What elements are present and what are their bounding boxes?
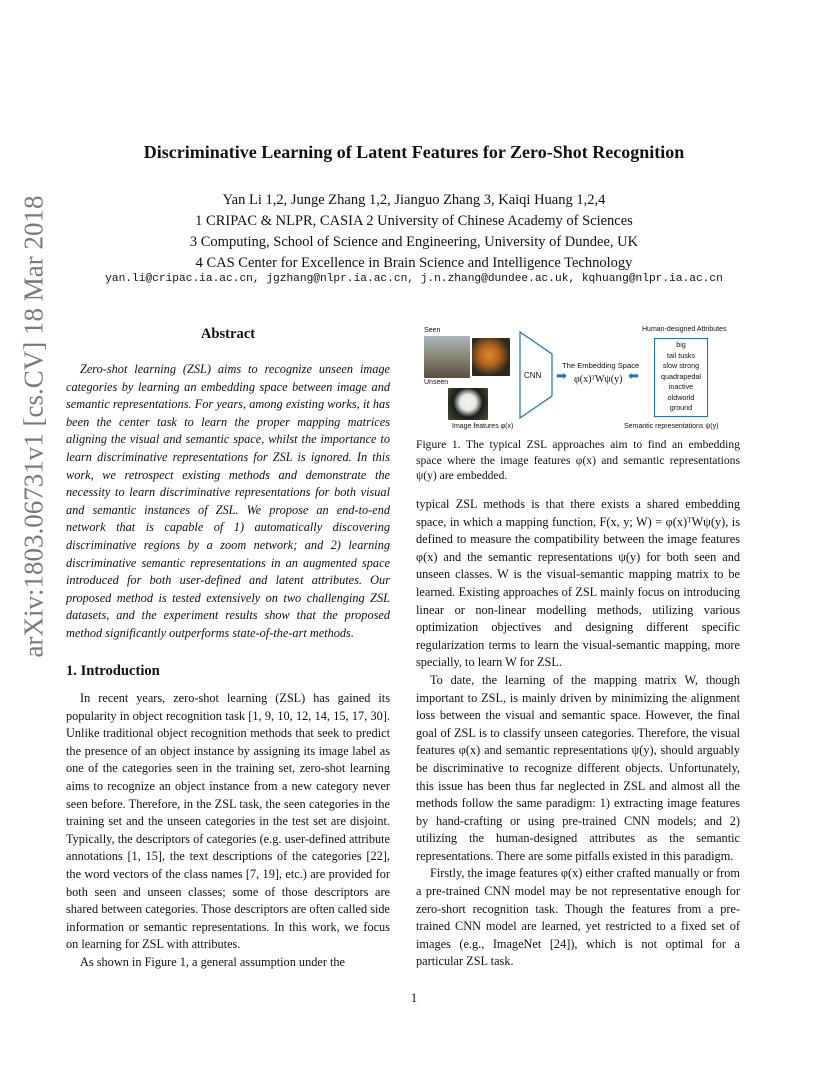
attribute-item: oldworld: [667, 392, 695, 402]
arrow-left-icon: ⬅: [628, 368, 639, 383]
embedding-title: The Embedding Space: [562, 361, 640, 370]
attributes-title: Human-designed Attributes: [642, 326, 727, 333]
figure-1-caption: Figure 1. The typical ZSL approaches aim to find an embedding space where the image features φ(x) and semantic representations ψ(y) are embedded.: [416, 438, 740, 482]
intro-paragraph-1: In recent years, zero-shot learning (ZSL) has gained its popularity in object recognition task [1, 9, 10, 12, 14, 15, 17, 30]. Unlike traditional object recognition methods that seek to predict the presence of an object instance by assigning its image label as one of the categories seen in the training set, zero-shot learning aims to recognize an object instance from a new category never seen before. Therefore, in the ZSL task, the seen categories in the training set and the unseen categories in the test set are disjoint. Typically, the descriptors of categories (e.g. user-defined attribute annotations [1, 15], the text descriptions of the categories [22], the word vectors of the class names [7, 19], etc.) are provided for both seen and unseen classes; some of those descriptors are shared between categories. Those descriptors are often called side information or semantic representations. In this work, we focus on learning for ZSL with attributes.: [66, 691, 390, 952]
tiger-photo: [472, 338, 510, 376]
right-paragraph-3: Firstly, the image features φ(x) either crafted manually or from a pre-trained CNN model may be not representative enough for zero-short recognition task. Though the features from a pre-trained CNN model are learned, yet restricted to a fixed set of images (e.g., ImageNet [24]), which is not optimal for a particular ZSL task.: [416, 866, 740, 969]
panda-photo: [448, 388, 488, 420]
attribute-item: ground: [669, 403, 693, 412]
cnn-label: CNN: [524, 371, 542, 380]
attribute-item: slow strong: [662, 361, 700, 370]
seen-label: Seen: [424, 327, 441, 334]
elephant-photo: [424, 336, 470, 378]
intro-body: [66, 690, 390, 972]
right-paragraph-2: To date, the learning of the mapping matrix W, though important to ZSL, is mainly driven by minimizing the alignment loss between the visual and semantic space. However, the final goal of ZSL is to classify unseen categories. Therefore, the visual features φ(x) and semantic representations ψ(y), should arguably be discriminative to recognize different objects. Unfortunately, this issue has been thus far neglected in ZSL and almost all the methods follow the same paradigm: 1) extracting image features by hand-crafting or using pre-trained CNN models; and 2) utilizing the human-designed attributes as the semantic representations. There are some pitfalls existed in this paradigm.: [416, 672, 740, 863]
abstract-heading: Abstract: [200, 326, 256, 342]
author-names: Yan Li 1,2, Junge Zhang 1,2, Jianguo Zhang 3, Kaiqi Huang 1,2,4: [222, 192, 606, 208]
intro-heading: 1. Introduction: [66, 663, 160, 679]
embedding-formula: φ(x)ᵀWψ(y): [574, 374, 623, 385]
attributes-box: [654, 338, 708, 417]
unseen-label: Unseen: [424, 379, 449, 386]
affiliation-3: 4 CAS Center for Excellence in Brain Science and Intelligence Technology: [195, 255, 633, 271]
attribute-item: inactive: [668, 382, 694, 391]
intro-paragraph-2: As shown in Figure 1, a general assumption under the: [80, 954, 346, 969]
right-column-body: [416, 496, 740, 971]
figure-1: [418, 324, 740, 434]
arrow-right-icon: ➡: [556, 368, 567, 383]
right-paragraph-1: typical ZSL methods is that there exists a shared embedding space, in which a mapping function, F(x, y; W) = φ(x)ᵀWψ(y), is defined to measure the compatibility between the image features φ(x) and the semantic representations ψ(y) for both seen and unseen classes. W is the visual-semantic mapping matrix to be learned. Existing approaches of ZSL mainly focus on introducing linear or non-linear modelling methods, utilizing various optimization objectives and designing different specific regularization terms to learn the visual-semantic mapping, more specially, to learn W for ZSL.: [416, 497, 740, 670]
image-features-label: Image features φ(x): [452, 423, 514, 430]
arxiv-identifier: arXiv:1803.06731v1 [cs.CV] 18 Mar 2018: [18, 195, 49, 658]
attribute-item: big: [676, 340, 686, 349]
affiliation-2: 3 Computing, School of Science and Engineering, University of Dundee, UK: [189, 234, 639, 250]
abstract-text: Zero-shot learning (ZSL) aims to recognize unseen image categories by learning an embedding space between image and semantic representations. For years, among existing works, it has been the center task to learn the proper mapping matrices aligning the visual and semantic space, whilst the importance to learn discriminative representations for ZSL is ignored. In this work, we retrospect existing methods and demonstrate the necessity to learn discriminative representations for both visual and semantic instances of ZSL. We propose an end-to-end network that is capable of 1) automatically discovering discriminative regions by a zoom network; and 2) learning discriminative semantic representations in an augmented space introduced for both user-defined and latent attributes. Our proposed method is tested extensively on two challenging ZSL datasets, and the experiment results show that the proposed method significantly outperforms state-of-the-art methods.: [66, 362, 390, 640]
abstract-body: [66, 361, 390, 643]
affiliation-1: 1 CRIPAC & NLPR, CASIA 2 University of Chinese Academy of Sciences: [195, 213, 633, 229]
page-number: 1: [410, 991, 418, 1005]
author-emails: yan.li@cripac.ia.ac.cn, jgzhang@nlpr.ia.ac.cn, j.n.zhang@dundee.ac.uk, kqhuang@nlpr.ia.ac.cn: [105, 273, 723, 285]
attribute-item: quadrapedal: [661, 371, 701, 381]
attribute-item: tail tusks: [667, 350, 695, 360]
semantic-representations-label: Semantic representations ψ(y): [624, 423, 719, 430]
author-list: [0, 190, 828, 211]
author-block: [0, 190, 828, 274]
paper-title: Discriminative Learning of Latent Features for Zero-Shot Recognition: [143, 142, 685, 162]
